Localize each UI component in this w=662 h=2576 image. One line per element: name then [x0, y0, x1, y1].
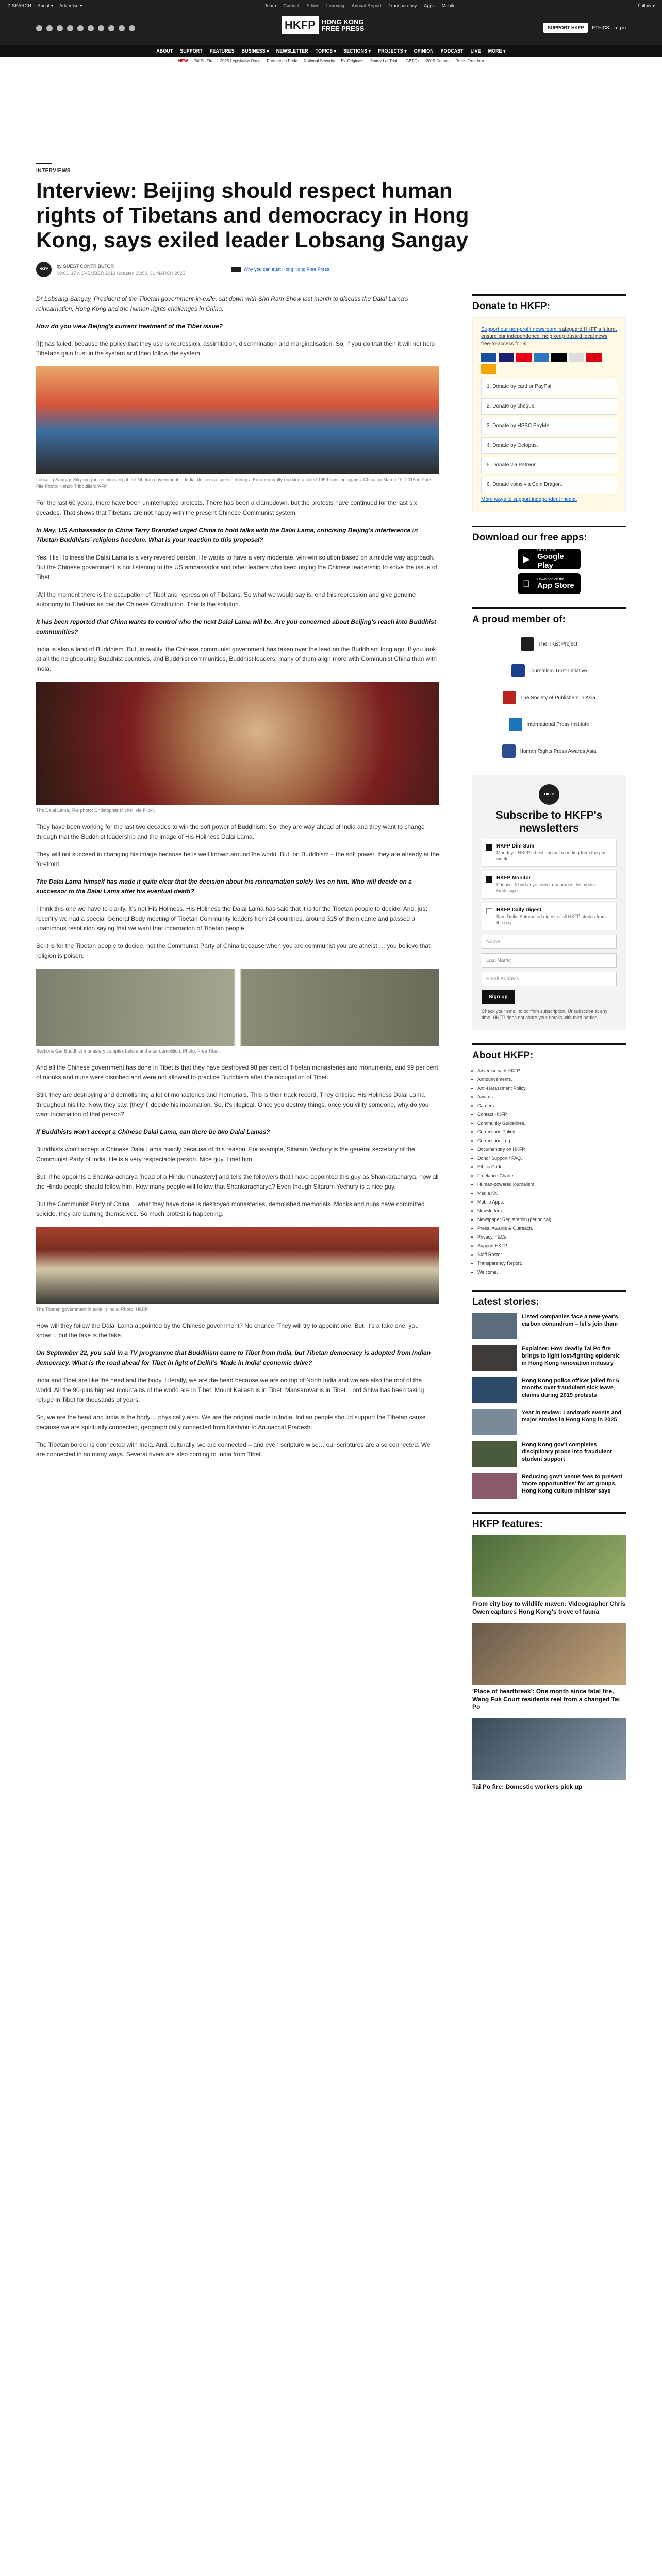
trust-link-label: Why you can trust Hong Kong Free Press — [243, 267, 329, 272]
nav-opinion[interactable]: OPINION — [413, 48, 434, 54]
nav-topics[interactable]: TOPICS ▾ — [315, 48, 337, 54]
donate-lead-link: Support our non-profit newsroom: — [481, 327, 558, 332]
googlepay-icon — [569, 353, 584, 362]
figure-caption: The Tibetan government in exile in India. Photo: HKFP. — [36, 1307, 149, 1312]
amex-icon — [534, 353, 549, 362]
topbar-link-annual-report[interactable]: Annual Report — [351, 3, 382, 8]
about-link[interactable]: • Donor Support / FAQ. — [477, 1154, 626, 1163]
topbar-link-mobile[interactable]: Mobile — [441, 3, 456, 8]
logo-box: HKFP — [282, 16, 319, 34]
support-hkfp-button[interactable]: SUPPORT HKFP — [543, 23, 588, 33]
author-name[interactable]: by GUEST CONTRIBUTOR — [57, 263, 114, 269]
member-trust-project[interactable] — [472, 631, 626, 657]
checkbox[interactable] — [486, 876, 492, 883]
donate-option-cheque[interactable]: 2. Donate by cheque. — [481, 398, 617, 415]
member-ipi[interactable] — [472, 711, 626, 738]
nl-name: HKFP Dim Sum — [496, 843, 535, 849]
photo-dalai-lama[interactable] — [36, 682, 439, 805]
about-link[interactable]: • Newspaper Registration (periodical). — [477, 1215, 626, 1224]
about-link[interactable]: • Community Guidelines. — [477, 1119, 626, 1128]
feature-story[interactable] — [472, 1535, 626, 1616]
topbar-link-team[interactable]: Team — [264, 3, 276, 8]
octopus-icon — [481, 364, 496, 374]
topbar-link-apps[interactable]: Apps — [424, 3, 435, 8]
member-label: International Press Institute — [526, 721, 589, 727]
facebook-icon[interactable] — [46, 25, 53, 31]
about-link[interactable]: • Staff Roster. — [477, 1250, 626, 1259]
figure-caption: The Dalai Lama. File photo: Christopher Michel, via Flickr. — [36, 808, 155, 813]
site-logo[interactable] — [282, 16, 364, 34]
story-thumbnail[interactable] — [472, 1345, 517, 1371]
about-link[interactable]: • Corrections Policy. — [477, 1128, 626, 1137]
as-small: Download on the — [537, 578, 565, 581]
checkbox[interactable] — [486, 908, 492, 914]
story-thumbnail[interactable] — [472, 1473, 517, 1499]
trending-link[interactable]: 2025 Legislative Race — [220, 58, 261, 63]
follow-menu[interactable]: Follow ▾ — [637, 3, 655, 8]
byline-text — [57, 264, 185, 276]
newsletter-option-digest[interactable] — [482, 903, 617, 930]
about-link[interactable]: • Support HKFP. — [477, 1242, 626, 1250]
donate-option-card[interactable]: 1. Donate by card or PayPal. — [481, 379, 617, 395]
threads-icon[interactable] — [67, 25, 73, 31]
trending-link[interactable]: Jimmy Lai Trial — [370, 58, 398, 63]
about-link[interactable]: • Mobile Apps. — [477, 1198, 626, 1207]
article-paragraph: Buddhists won't accept a Chinese Dalai Lama mainly because of this reason. For example, Sitaram Yechury is the general secretary of the Communist Party of India. He is a very respectable person. Nice guy. I met him. — [36, 1146, 415, 1163]
signup-button[interactable]: Sign up — [482, 990, 515, 1004]
checkbox[interactable] — [486, 844, 492, 851]
more-ways-link[interactable]: More ways to support independent media. — [481, 497, 577, 502]
feature-image[interactable] — [472, 1623, 626, 1685]
article-paragraph: So it is for the Tibetan people to decide, not the Communist Party of China because when you are communist you are atheist … you believe that religion is poison. — [36, 942, 431, 959]
feature-title[interactable]: From city boy to wildlife maven: Videographer Chris Owen captures Hong Kong's trove of fauna — [472, 1600, 626, 1615]
email-field[interactable]: Email Address — [482, 972, 617, 986]
app-store-badge[interactable] — [518, 573, 581, 594]
apple-icon — [523, 579, 533, 589]
latest-story[interactable] — [472, 1441, 626, 1467]
features-heading: HKFP features: — [472, 1512, 626, 1530]
latest-story[interactable] — [472, 1313, 626, 1339]
about-link[interactable]: • Announcements. — [477, 1075, 626, 1084]
about-link[interactable]: • Media Kit. — [477, 1189, 626, 1198]
paypal-icon — [481, 353, 496, 362]
youtube-icon[interactable] — [77, 25, 84, 31]
story-thumbnail[interactable] — [472, 1313, 517, 1339]
about-link[interactable]: • Anti-Harassment Policy. — [477, 1084, 626, 1093]
trending-link[interactable]: Ex-Originals — [341, 58, 364, 63]
whatsapp-icon[interactable] — [98, 25, 104, 31]
about-link[interactable]: • Ethics Code. — [477, 1163, 626, 1172]
article-paragraph: India is also a land of Buddhism. But, in reality, the Chinese communist government has taken over the lead on the Buddhism long ago. If you look at all the neighbouring Buddhist countries, and Buddhist communities, Buddhist leaders, many of them align more with Communist China than with India. — [36, 646, 437, 672]
member-label: Journalism Trust Initiative — [528, 668, 587, 674]
login-link[interactable]: Log in — [613, 25, 626, 30]
latest-heading: Latest stories: — [472, 1290, 626, 1308]
trust-project-logo — [521, 637, 534, 651]
nav-projects[interactable]: PROJECTS ▾ — [378, 48, 407, 54]
search-label: SEARCH — [12, 3, 31, 8]
figure-caption: Sections Gar Buddhist monastery complex before and after demolition. Photo: Free Tibet. — [36, 1048, 220, 1054]
article-figure — [36, 366, 439, 490]
article-paragraph: And all the Chinese government has done in Tibet is that they have destroyed 98 per cent of Tibetan monasteries and monuments, and 99 per cent of monks and nuns were disrobed and were not allowed to practice Buddhism after the occupation of Tibet. — [36, 1064, 438, 1081]
story-title[interactable]: Hong Kong police officer jailed for 6 months over fraudulent sick leave claims during 2019 protests — [522, 1378, 619, 1398]
article-paragraph: [I]t has failed, because the policy that they use is repression, assimilation, discrimination and marginalisation. So, if you do that then it will not help Tibetans gain trust in the system and then follow the system. — [36, 340, 435, 357]
article-category[interactable]: INTERVIEWS — [36, 168, 71, 174]
donate-option-payme[interactable]: 3. Donate by HSBC PayMe. — [481, 418, 617, 434]
trending-link[interactable]: Partners in Pride — [267, 58, 297, 63]
search-link[interactable]: ⚲ SEARCH — [7, 3, 31, 8]
interview-question: On September 22, you said in a TV programme that Buddhism came to Tibet from India, but Tibetan democracy is adopted from Indian democracy. What is the road ahead for Tibet in light of Delhi's 'Made in India' economic drive? — [36, 1349, 431, 1366]
about-link[interactable]: • Awards. — [477, 1093, 626, 1101]
about-link[interactable]: • Transparency Report. — [477, 1259, 626, 1268]
nav-about[interactable]: ABOUT — [156, 48, 173, 54]
article-paragraph: For the last 60 years, there have been uninterrupted protests. There has been a clampdown, but the protests have continued for the last six decades. That shows that Tibetans are not happy with the present Chinese Communist system. — [36, 499, 417, 516]
article-paragraph: [A]t the moment there is the occupation of Tibet and repression of Tibetans. So what we would say is: end this repression and give genuine autonomy to Tibetans as per the Chinese Constitution. That is the solution. — [36, 591, 416, 608]
article-paragraph: Still, they are destroying and demolishing a lot of monasteries and memorials. This is their track record. They criticise His Holiness Dalai Lama throughout his life. Now, they say, [they'll] decide his incarnation. So, it's illogical. Once you destroy things, once you vilify someone, why do you want incarnation of that person? — [36, 1091, 429, 1118]
sopa-logo — [503, 691, 516, 704]
nl-desc: Fridays: A birds-eye view from across the media landscape. — [496, 882, 595, 893]
payme-icon — [586, 353, 602, 362]
article-paragraph: I think this one we have to clarify. It's not His Holiness. His Holiness the Dalai Lama has said that it is for the Tibetan people to decide. And, just recently we had a special General Body meeting of Tibetan Community leaders from 24 countries, around 315 of them came and passed a unanimous resolution saying that we want that incarnation of Tibetan people. — [36, 905, 427, 932]
nl-desc: Mondays: HKFP's best original reporting from the past week. — [496, 850, 608, 861]
story-title[interactable]: Listed companies face a new-year's carbon conundrum – let's join them — [522, 1314, 618, 1327]
ethics-link[interactable]: ETHICS — [592, 25, 609, 30]
article-paragraph: But the Communist Party of China… what they have done is destroyed monasteries, demolished memorials. Monks and nuns have committed suicide, they are burning themselves. So much protest is happening. — [36, 1200, 425, 1217]
member-label: The Society of Publishers in Asia — [520, 694, 595, 701]
top-utility-bar — [0, 0, 662, 11]
feature-story[interactable] — [472, 1623, 626, 1711]
nav-podcast[interactable]: PODCAST — [440, 48, 464, 54]
telegram-icon[interactable] — [119, 25, 125, 31]
photo-tibetan-government-building[interactable] — [36, 1227, 439, 1304]
as-big: App Store — [537, 581, 574, 590]
article-paragraph: India and Tibet are like the head and the body. Literally, we are the head because we are on top of North India and we are also the roof of the world. All the 90-plus highest mountains of the world are in Tibet. Mount Kailash is in Tibet. Mansarovar is in Tibet. Lord Shiva has been taking refuge in Tibet for thousands of years. — [36, 1377, 424, 1403]
article-paragraph: Yes, His Holiness the Dalai Lama is a very revered person. He wants to have a very moderate, win-win solution based on a middle way approach. But the Chinese government is not listening to the US ambassador and other leaders who keep urging the Chinese leadership to solve the issue of Tibet. — [36, 554, 437, 581]
about-links — [472, 1066, 626, 1277]
instagram-icon[interactable] — [57, 25, 63, 31]
story-thumbnail[interactable] — [472, 1377, 517, 1403]
kicker-rule — [36, 163, 52, 164]
feature-title[interactable]: Tai Po fire: Domestic workers pick up — [472, 1783, 583, 1790]
gp-big: Google Play — [537, 552, 564, 570]
topbar-link-contact[interactable]: Contact — [283, 3, 300, 8]
nl-desc: 9am Daily: Automated digest of all HKFP stories from the day. — [496, 914, 606, 925]
photo-lobsang-sangay[interactable] — [36, 366, 439, 474]
twitter-icon[interactable] — [36, 25, 42, 31]
about-link[interactable]: • Welcome. — [477, 1268, 626, 1277]
sidebar — [472, 294, 626, 1798]
topbar-link-learning[interactable]: Learning — [326, 3, 344, 8]
article-paragraph: They will not succeed in changing his image because he is well known around the world. But, on Buddhism – the soft power, they are already at the forefront. — [36, 851, 439, 868]
nl-name: HKFP Daily Digest — [496, 907, 542, 913]
mastercard-icon — [516, 353, 532, 362]
story-title[interactable]: Reducing gov't venue fees to present 'more opportunities' for art groups, Hong Kong culture minister says — [522, 1473, 623, 1494]
article-paragraph: The Tibetan border is connected with India. And, culturally, we are connected – and even scripture wise… our scriptures are also connected. We are connected in so many ways. Several rivers are also coming to India from Tibet. — [36, 1441, 431, 1458]
donate-text: safeguard HKFP's future, ensure our independence, help keep trusted local news free-to-access for all. — [481, 327, 617, 347]
mastodon-icon[interactable] — [108, 25, 114, 31]
nav-business[interactable]: BUSINESS ▾ — [241, 48, 269, 54]
apps-heading: Download our free apps: — [472, 526, 626, 544]
latest-story[interactable] — [472, 1377, 626, 1403]
feature-image[interactable] — [472, 1718, 626, 1780]
feature-story[interactable] — [472, 1718, 626, 1791]
nav-sections[interactable]: SECTIONS ▾ — [343, 48, 371, 54]
trending-link[interactable]: LGBTQ+ — [403, 58, 420, 63]
trending-link[interactable]: Tai Po Fire — [194, 58, 214, 63]
google-play-badge[interactable] — [518, 549, 581, 569]
jti-logo — [511, 664, 525, 677]
donate-option-patreon[interactable]: 5. Donate via Patreon. — [481, 457, 617, 473]
article-paragraph: So, we are the head and India is the body… physically also. We are the original made in India. Indian people should support the Tibetan cause because we are spiritually connected, geographically connected from Kashmir to Arunachal Pradesh. — [36, 1414, 426, 1431]
trending-link[interactable]: National Security — [303, 58, 335, 63]
figure-caption: Lobsang Sangay. Sikyong (prime minister) of the Tibetan government in India, delivers a speech during a European rally marking a failed 1959 uprising against China on March 10, 2015 in Paris. File Photo: Kenzo Tribouillard/AFP. — [36, 477, 434, 489]
story-thumbnail[interactable] — [472, 1409, 517, 1435]
story-title[interactable]: Explainer: How deadly Tai Po fire brings to light lost-fighting epidemic in Hong Kong renovation industry — [522, 1346, 620, 1366]
masthead — [0, 11, 662, 45]
member-label: Human Rights Press Awards Asia — [519, 748, 597, 754]
member-sopa[interactable] — [472, 684, 626, 711]
newsletter-option-monitor[interactable] — [482, 871, 617, 899]
donate-option-octopus[interactable]: 4. Donate by Octopus. — [481, 437, 617, 454]
feature-image[interactable] — [472, 1535, 626, 1597]
latest-stories — [472, 1313, 626, 1499]
name-field[interactable]: Name — [482, 935, 617, 949]
donate-heading: Donate to HKFP: — [472, 294, 626, 312]
topbar-link-transparency[interactable]: Transparency — [388, 3, 417, 8]
hkfp-mini-logo — [231, 267, 241, 272]
interview-question: How do you view Beijing's current treatment of the Tibet issue? — [36, 323, 223, 330]
visa-icon — [499, 353, 514, 362]
trending-nav — [0, 57, 662, 65]
feature-stories — [472, 1535, 626, 1791]
hrpa-logo — [502, 744, 516, 758]
trust-link[interactable] — [231, 267, 329, 272]
interview-question: It has been reported that China wants to control who the next Dalai Lama will be. Are you concerned about Beijing's reach into Buddhist communities? — [36, 618, 436, 635]
author-avatar: HKFP — [36, 262, 52, 277]
nav-more[interactable]: MORE ▾ — [488, 48, 506, 54]
linkedin-icon[interactable] — [88, 25, 94, 31]
google-play-icon: ▶ — [523, 554, 530, 564]
article-figure — [36, 682, 439, 814]
applepay-icon — [551, 353, 567, 362]
main-nav — [0, 45, 662, 57]
about-link[interactable]: • Press, Awards & Outreach. — [477, 1224, 626, 1233]
newsletter-title: Subscribe to HKFP's newsletters — [495, 809, 603, 834]
photo-monastery-satellite[interactable] — [36, 969, 439, 1046]
logo-line2: FREE PRESS — [321, 25, 365, 32]
newsletter-option-dimsum[interactable] — [482, 839, 617, 867]
about-link[interactable]: • Privacy, T&Cs. — [477, 1233, 626, 1242]
article-paragraph: How will they follow the Dalai Lama appointed by the Chinese government? No chance. They will try to appoint one. But, it's a fake one, you know… but the fake is the fake. — [36, 1322, 419, 1339]
interview-question: If Buddhists won't accept a Chinese Dalai Lama, can there be two Dalai Lamas? — [36, 1128, 270, 1136]
newsletter-note: Check your email to confirm subscription. Unsubscribe at any time. HKFP does not share your details with third parties. — [482, 1009, 608, 1020]
about-link[interactable]: • Newsletters. — [477, 1207, 626, 1215]
member-jti[interactable] — [472, 657, 626, 684]
article-figure — [36, 1227, 439, 1313]
about-link[interactable]: • Freelance Charter. — [477, 1172, 626, 1180]
about-link[interactable]: • Contact HKFP. — [477, 1110, 626, 1119]
new-badge: NEW — [178, 58, 188, 63]
about-link[interactable]: • Human-powered journalism. — [477, 1180, 626, 1189]
story-thumbnail[interactable] — [472, 1441, 517, 1467]
article-paragraph: They have been working for the last two decades to win the soft power of Buddhism. So, they are way ahead of India and they want to change through that the Buddhist leadership and the image of His Holiness Dalai Lama. — [36, 823, 425, 840]
rss-icon[interactable] — [129, 25, 135, 31]
member-label: The Trust Project — [538, 641, 578, 647]
social-links — [36, 25, 135, 31]
story-title[interactable]: Hong Kong gov't completes disciplinary probe into fraudulent student support — [522, 1442, 612, 1462]
about-heading: About HKFP: — [472, 1043, 626, 1061]
member-hrpa[interactable] — [472, 738, 626, 765]
nav-features[interactable]: FEATURES — [209, 48, 235, 54]
logo-line1: HONG KONG — [321, 18, 364, 26]
nav-live[interactable]: LIVE — [470, 48, 481, 54]
article-intro: Dr Lobsang Sangay, President of the Tibetan government-in-exile, sat down with Shri Ram Show last month to discuss the Dalai Lama's reincarnation, Hong Kong and the human rights challenges in China. — [36, 295, 408, 312]
article-title: Interview: Beijing should respect human rights of Tibetans and democracy in Hong Kong, says exiled leader Lobsang Sangay — [36, 178, 469, 252]
topbar-link-ethics[interactable]: Ethics — [306, 3, 319, 8]
article-paragraph: But, if he appoints a Shankaracharya [head of a Hindu monastery] and tells the followers that I have appointed this guy as Shankaracharya, now all the Hindu people should follow him. How many people will follow that Shankaracharya? Even though Sitaram Yechury is a nice guy. — [36, 1173, 439, 1190]
donate-lead[interactable] — [481, 326, 617, 348]
trending-link[interactable]: Press Freedom — [455, 58, 484, 63]
article-body — [36, 294, 439, 1467]
donate-box — [472, 317, 626, 512]
about-link[interactable]: • Advertise with HKFP. — [477, 1066, 626, 1075]
about-link[interactable]: • Corrections Log. — [477, 1137, 626, 1145]
topbar-links — [89, 3, 632, 8]
article-dates: 09:03, 17 NOVEMBER 2019 Updated 23:50, 31 MARCH 2025 — [57, 270, 185, 276]
ipi-logo — [509, 718, 522, 731]
gp-small: GET IT ON — [537, 548, 555, 552]
latest-story[interactable] — [472, 1473, 626, 1499]
member-heading: A proud member of: — [472, 607, 626, 625]
interview-question: In May, US Ambassador to China Terry Branstad urged China to hold talks with the Dalai Lama, criticising Beijing's interference in Tibetan Buddhists' religious freedom. What is your reaction to this proposal? — [36, 527, 418, 544]
latest-story[interactable] — [472, 1345, 626, 1371]
latest-story[interactable] — [472, 1409, 626, 1435]
story-title[interactable]: Year in review: Landmark events and major stories in Hong Kong in 2025 — [522, 1410, 622, 1423]
payment-methods — [481, 353, 617, 374]
donate-option-coins[interactable]: 6. Donate coins via Coin Dragon. — [481, 477, 617, 493]
last-name-field[interactable]: Last Name — [482, 953, 617, 968]
nav-newsletter[interactable]: NEWSLETTER — [276, 48, 308, 54]
interview-question: The Dalai Lama himself has made it quite clear that the decision about his reincarnation solely lies on him. Who will decide on a successor to the Dalai Lama after his eventual death? — [36, 878, 412, 895]
nl-name: HKFP Monitor — [496, 875, 531, 881]
trending-link[interactable]: 2019 Demos — [426, 58, 450, 63]
feature-title[interactable]: 'Place of heartbreak': One month since fatal fire, Wang Fuk Court residents reel from a changed Tai Po — [472, 1688, 620, 1710]
article-figure — [36, 969, 439, 1055]
nav-support[interactable]: SUPPORT — [180, 48, 203, 54]
newsletter-box — [472, 775, 626, 1030]
masthead-actions — [543, 23, 626, 33]
newsletter-logo: HKFP — [539, 784, 559, 805]
logo-wordmark — [322, 19, 364, 32]
about-menu[interactable]: About ▾ — [37, 3, 54, 8]
about-link[interactable]: • Careers. — [477, 1101, 626, 1110]
byline — [36, 262, 329, 277]
about-link[interactable]: • Documentary on HKFP. — [477, 1145, 626, 1154]
advertise-menu[interactable]: Advertise ▾ — [59, 3, 82, 8]
